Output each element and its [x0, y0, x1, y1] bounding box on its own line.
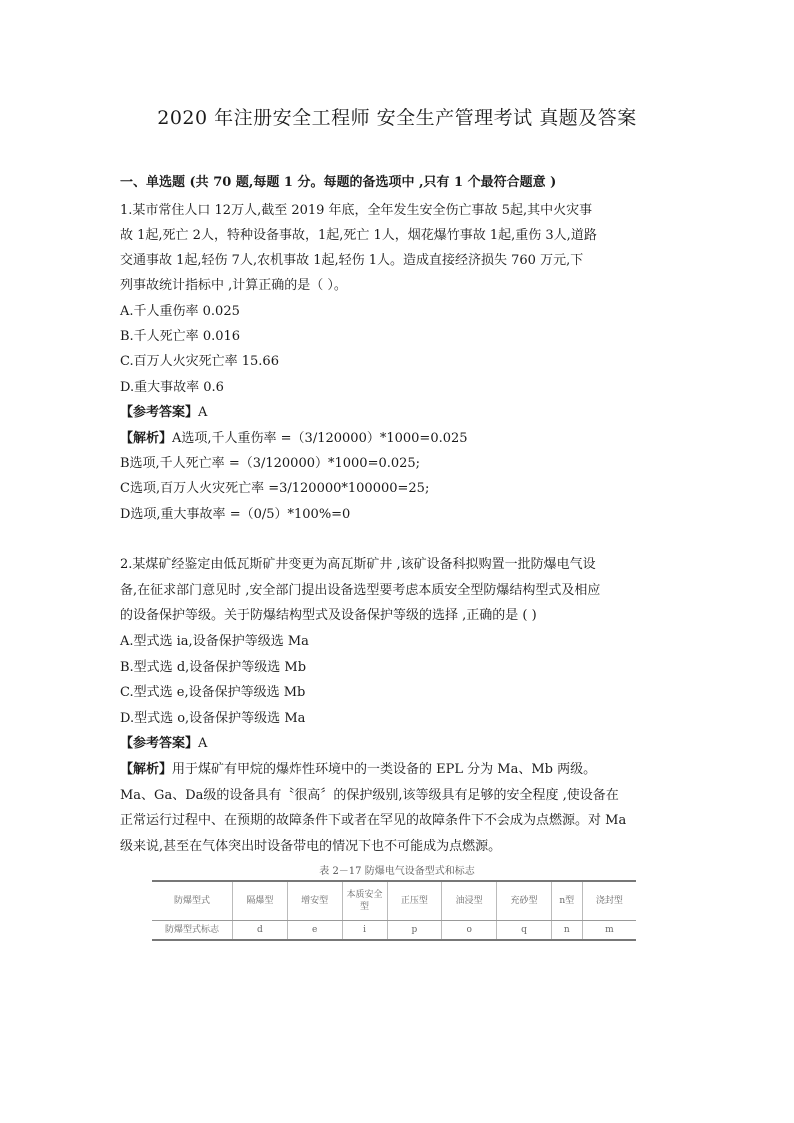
q2-answer-value: A: [198, 736, 208, 751]
table-cell: o: [442, 921, 497, 941]
q2-analysis-line-3: 正常运行过程中、在预期的故障条件下或者在罕见的故障条件下不会成为点燃源。对 Ma: [120, 813, 627, 828]
table-header-cell: 充砂型: [497, 881, 552, 921]
q2-option-b: B.型式选 d,设备保护等级选 Mb: [120, 660, 307, 675]
q1-analysis-line-1: [120, 427, 468, 446]
q2-answer-label: 【参考答案】: [120, 736, 199, 751]
table-header-cell: 防爆型式: [152, 881, 233, 921]
table-cell: q: [497, 921, 552, 941]
q1-option-c: C.百万人火灾死亡率 15.66: [120, 354, 279, 369]
q1-option-d: D.重大事故率 0.6: [120, 380, 224, 395]
q2-option-a: A.型式选 ia,设备保护等级选 Ma: [120, 634, 309, 649]
q1-analysis-line-2: B选项,千人死亡率 =（3/120000）*1000=0.025;: [120, 456, 421, 471]
q1-answer-label: 【参考答案】: [120, 405, 199, 420]
q1-answer: [120, 401, 207, 420]
q2-analysis-text-1: 用于煤矿有甲烷的爆炸性环境中的一类设备的 EPL 分为 Ma、Mb 两级。: [172, 762, 597, 777]
table-caption: 表 2－17 防爆电气设备型式和标志: [319, 866, 475, 877]
document-title: 2020 年注册安全工程师 安全生产管理考试 真题及答案: [157, 107, 637, 129]
q2-stem-line-3: 的设备保护等级。关于防爆结构型式及设备保护等级的选择 ,正确的是 ( ): [120, 608, 537, 623]
table-header-cell: 正压型: [387, 881, 442, 921]
table-cell: m: [582, 921, 636, 941]
q2-analysis-line-1: [120, 758, 596, 777]
q2-stem-line-2: 备,在征求部门意见时 ,安全部门提出设备选型要考虑本质安全型防爆结构型式及相应: [120, 583, 601, 598]
table-header-cell: 增安型: [287, 881, 342, 921]
table-header-cell: n型: [551, 881, 582, 921]
q1-analysis-text-1: A选项,千人重伤率 =（3/120000）*1000=0.025: [172, 431, 468, 446]
table-cell: n: [551, 921, 582, 941]
table-header-cell: 隔爆型: [233, 881, 288, 921]
table-header-cell: 本质安全型: [342, 881, 387, 921]
table-cell: i: [342, 921, 387, 941]
table-header-cell: 油浸型: [442, 881, 497, 921]
q1-stem-line-1: 1.某市常住人口 12万人,截至 2019 年底，全年发生安全伤亡事故 5起,其中火灾事: [120, 203, 593, 218]
q2-stem-line-1: 2.某煤矿经鉴定由低瓦斯矿井变更为高瓦斯矿井 ,该矿设备科拟购置一批防爆电气设: [120, 557, 596, 572]
table-cell: d: [233, 921, 288, 941]
q2-option-c: C.型式选 e,设备保护等级选 Mb: [120, 685, 306, 700]
q2-analysis-line-2: Ma、Ga、Da级的设备具有〝很高〞的保护级别,该等级具有足够的安全程度 ,使设备在: [120, 788, 619, 803]
q1-stem-line-4: 列事故统计指标中 ,计算正确的是（ ）。: [120, 278, 347, 293]
q2-option-d: D.型式选 o,设备保护等级选 Ma: [120, 711, 306, 726]
q1-analysis-line-4: D选项,重大事故率 =（0/5）*100%=0: [120, 507, 351, 522]
q1-answer-value: A: [198, 405, 208, 420]
q1-option-a: A.千人重伤率 0.025: [120, 304, 240, 319]
table-cell: e: [287, 921, 342, 941]
q1-analysis-label: 【解析】: [120, 431, 173, 446]
q2-analysis-line-4: 级来说,甚至在气体突出时设备带电的情况下也不可能成为点燃源。: [120, 839, 502, 854]
q1-option-b: B.千人死亡率 0.016: [120, 329, 241, 344]
table-cell: p: [387, 921, 442, 941]
table-header-cell: 浇封型: [582, 881, 636, 921]
q1-analysis-line-3: C选项,百万人火灾死亡率 =3/120000*100000=25;: [120, 481, 430, 496]
explosion-proof-table: [152, 880, 636, 941]
table-header-row: [152, 881, 636, 921]
table-row: [152, 921, 636, 941]
q2-analysis-label: 【解析】: [120, 762, 173, 777]
section-heading: 一、单选题 (共 70 题,每题 1 分。每题的备选项中 ,只有 1 个最符合题意 ): [120, 175, 557, 190]
q1-stem-line-3: 交通事故 1起,轻伤 7人,农机事故 1起,轻伤 1人。造成直接经济损失 760 万元,下: [120, 253, 584, 268]
q1-stem-line-2: 故 1起,死亡 2人，特种设备事故，1起,死亡 1人，烟花爆竹事故 1起,重伤 3人,道路: [120, 228, 597, 243]
table-cell: 防爆型式标志: [164, 925, 219, 935]
q2-answer: [120, 732, 207, 751]
